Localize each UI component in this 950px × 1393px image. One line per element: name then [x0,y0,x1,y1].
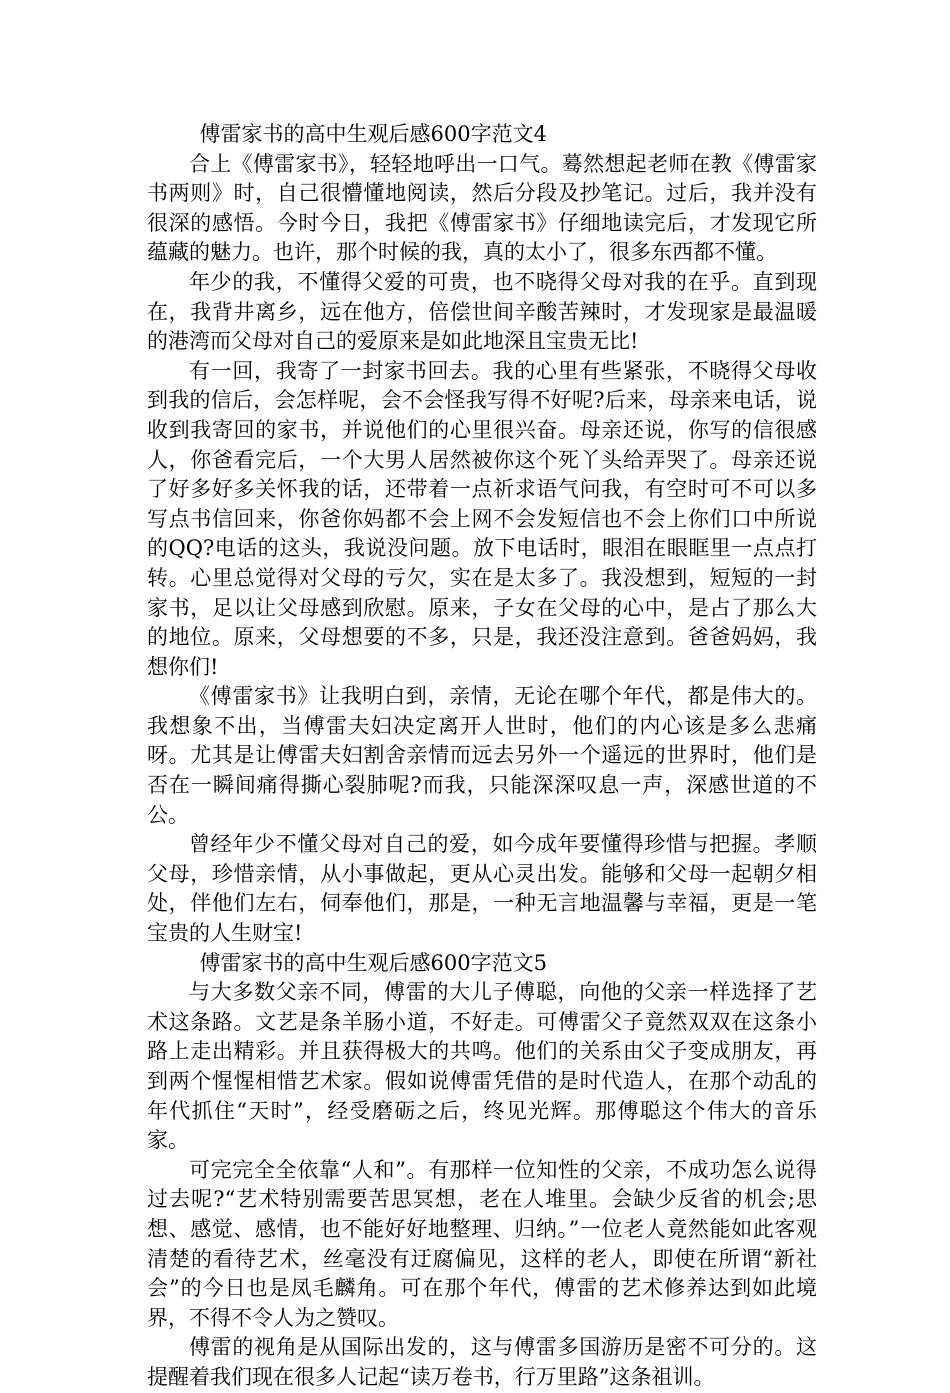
paragraph: 可完完全全依靠“人和”。有那样一位知性的父亲，不成功怎么说得过去呢?“艺术特别需要苦思冥想，老在人堆里。会缺少反省的机会;思想、感觉、感情，也不能好好地整理、归纳。”一位老人竟然能如此客观清楚的看待艺术，丝毫没有迂腐偏见，这样的老人，即使在所谓“新社会”的今日也是凤毛麟角。可在那个年代，傅雷的艺术修养达到如此境界，不得不令人为之赞叹。 [147,1157,817,1330]
paragraph: 曾经年少不懂父母对自己的爱，如今成年要懂得珍惜与把握。孝顺父母，珍惜亲情，从小事做起，更从心灵出发。能够和父母一起朝夕相处，伴他们左右，伺奉他们，那是，一种无言地温馨与幸福，更是一笔宝贵的人生财宝! [147,832,817,946]
document-body [147,120,817,1393]
paragraph: 傅雷的视角是从国际出发的，这与傅雷多国游历是密不可分的。这提醒着我们现在很多人记起“读万卷书，行万里路”这条祖训。 [147,1335,817,1389]
section-title: 傅雷家书的高中生观后感600字范文4 [199,122,547,146]
paragraph: 年少的我，不懂得父爱的可贵，也不晓得父母对我的在乎。直到现在，我背井离乡，远在他方，倍偿世间辛酸苦辣时，才发现家是最温暖的港湾而父母对自己的爱原来是如此地深且宝贵无比! [147,269,817,354]
paragraph: 《傅雷家书》让我明白到，亲情，无论在哪个年代，都是伟大的。我想象不出，当傅雷夫妇决定离开人世时，他们的内心该是多么悲痛呀。尤其是让傅雷夫妇割舍亲情而远去另外一个遥远的世界时，他们是否在一瞬间痛得撕心裂肺呢?而我，只能深深叹息一声，深感世道的不公。 [147,684,817,827]
section-title: 傅雷家书的高中生观后感600字范文5 [199,950,547,975]
paragraph: 合上《傅雷家书》，轻轻地呼出一口气。蓦然想起老师在教《傅雷家书两则》时，自己很懵懂地阅读，然后分段及抄笔记。过后，我并没有很深的感悟。今时今日，我把《傅雷家书》仔细地读完后，才发现它所蕴藏的魅力。也许，那个时候的我，真的太小了，很多东西都不懂。 [147,151,817,265]
paragraph: 有一回，我寄了一封家书回去。我的心里有些紧张，不晓得父母收到我的信后，会怎样呢，会不会怪我写得不好呢?后来，母亲来电话，说收到我寄回的家书，并说他们的心里很兴奋。母亲还说，你写的信很感人，你爸看完后，一个大男人居然被你这个死丫头给弄哭了。母亲还说了好多好多关怀我的话，还带着一点祈求语气问我，有空时可不可以多写点书信回来，你爸你妈都不会上网不会发短信也不会上你们口中所说的QQ?电话的这头，我说没问题。放下电话时，眼泪在眼眶里一点点打转。心里总觉得对父母的亏欠，实在是太多了。我没想到，短短的一封家书，足以让父母感到欣慰。原来，子女在父母的心中，是占了那么大的地位。原来，父母想要的不多，只是，我还没注意到。爸爸妈妈，我想你们! [147,358,817,679]
paragraph: 与大多数父亲不同，傅雷的大儿子傅聪，向他的父亲一样选择了艺术这条路。文艺是条羊肠小道，不好走。可傅雷父子竟然双双在这条小路上走出精彩。并且获得极大的共鸣。他们的关系由父子变成朋友，再到两个惺惺相惜艺术家。假如说傅雷凭借的是时代造人，在那个动乱的年代抓住“天时”，经受磨砺之后，终见光辉。那傅聪这个伟大的音乐家。 [147,980,817,1153]
